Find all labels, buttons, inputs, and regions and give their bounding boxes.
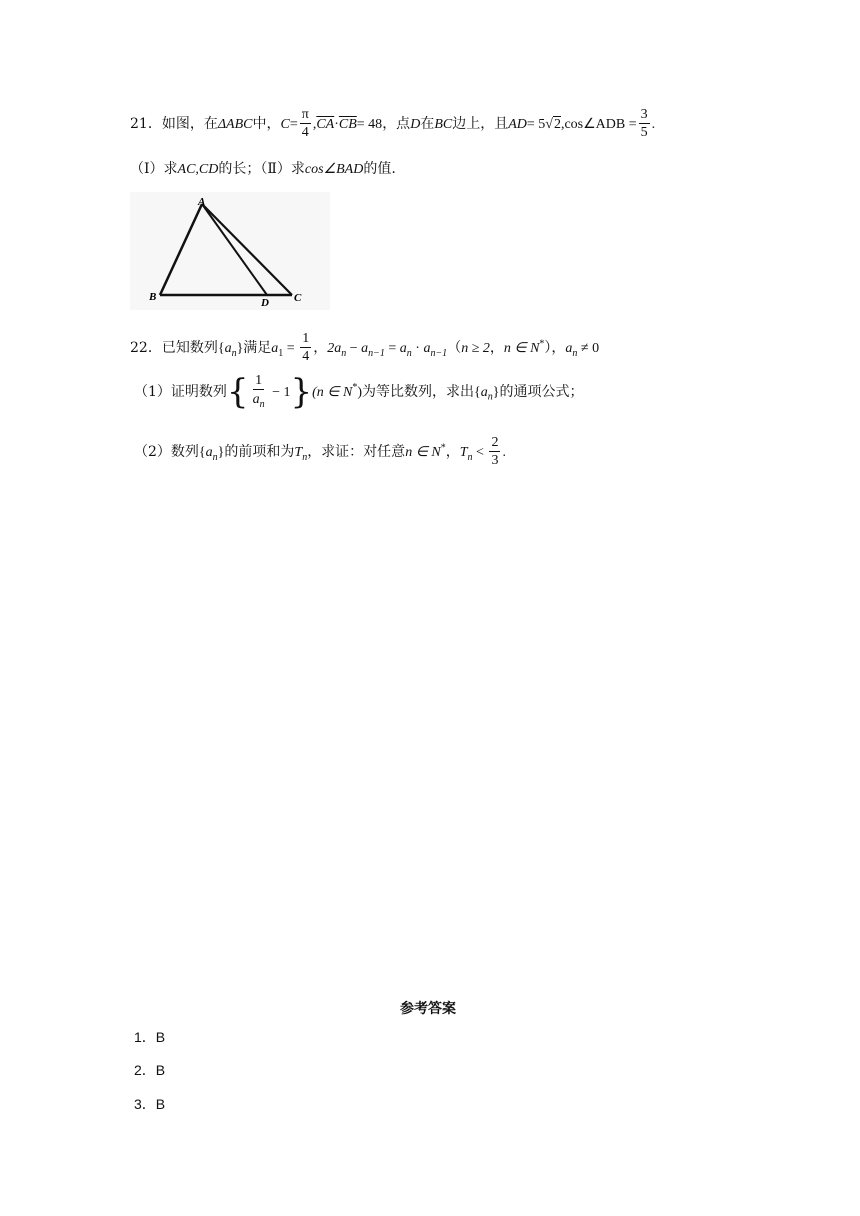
q22-sep: ， [313,340,328,356]
q21-part1b: 的长；（Ⅱ）求 [218,161,305,177]
q22-brace-close: } [236,341,244,356]
q21-period: . [651,117,656,132]
q21-in: 中， [252,116,281,132]
q21-triangle: ΔABC [217,117,253,132]
q22-p2-text2: ，求证：对任意 [307,444,406,460]
q22-p1-cond-end: ) [357,384,362,400]
q22-a1: a [271,341,279,356]
q21-sqrt-symbol: √ [545,117,553,132]
q22-intro: 已知数列 [161,340,218,356]
q22-p1-star: * [352,382,358,394]
q21-bc: BC [434,117,453,132]
q21-ad: AD [508,117,527,132]
q22-eq: = [283,341,299,356]
q22-p1-den-a: a [252,392,260,407]
q22-line1 [130,332,599,364]
q22-equals: = [384,341,400,356]
q21-text-2: 在 [420,116,435,132]
label-b: B [149,291,157,303]
q22-an: a [224,341,232,356]
answer-item-1: 1．B [134,1029,166,1045]
q22-n-in-n: n ∈ N [503,341,540,356]
q21-number: 21． [130,116,162,132]
q21-three: 3 [640,107,648,122]
q21-d: D [410,117,421,132]
triangle-figure [130,192,330,310]
q21-part2b: 的值. [363,161,396,177]
q21-intro: 如图，在 [161,116,218,132]
q22-an-ne: a [565,341,573,356]
q22-part1 [134,371,584,412]
q22-p2-three: 3 [491,453,499,468]
q22-p2-star: * [440,442,446,454]
q22-p2-tn2: T [459,445,468,460]
q22-an-b-sub: n [406,347,412,359]
q21-vector-ca: $\overline{CA}$ [316,117,335,132]
q21-c: C [280,117,290,132]
q21-four: 4 [301,125,309,140]
q22-cond-close: ）， [544,340,566,356]
q22-p2-brace-open: { [198,445,206,460]
q21-line2 [130,158,396,178]
q22-p2-an-sub: n [212,451,218,463]
q22-p2-lt: < [472,445,488,460]
q21-text-3: 边上，且 [452,116,509,132]
q22-p1-frac [251,374,267,410]
q22-p2-an: a [205,445,213,460]
q22-minus: − [346,341,362,356]
q22-an1-b: a [423,341,431,356]
q22-number: 22． [130,340,162,356]
q22-p1-num: 1 [255,373,263,388]
q21-part1: （Ⅰ）求 [130,161,178,177]
q22-an1: a [361,341,369,356]
q22-p1-an-sub: n [487,391,493,403]
label-c: C [294,292,302,304]
q21-vector-cb: $\overline{CB}$ [338,117,357,132]
q22-p1-brace2-open: { [473,384,481,400]
q22-p1-an: a [480,384,488,400]
q22-p2-two: 2 [491,435,499,450]
q22-p2-comma: ， [445,444,460,460]
q22-p2-text: 的前项和为 [224,444,295,460]
q22-star: * [539,338,545,350]
q22-one-quarter [300,332,311,364]
q21-text-1: ，点 [382,116,411,132]
q22-frac-den: 4 [302,349,310,364]
q22-p2-tn: T [294,445,303,460]
q21-dot: · [334,117,339,132]
answers-title: 参考答案 [400,1001,456,1017]
q22-an-b: a [399,341,407,356]
q22-comma: ， [489,340,504,356]
q22-p1-rest2: 的通项公式； [499,383,584,400]
q22-p1-rest: 为等比数列，求出 [361,383,474,400]
q22-part2 [134,436,506,468]
q22-p1-cond: (n ∈ N [312,384,353,400]
q22-2a-sub: n [341,347,347,359]
q22-p2-period: . [502,445,506,460]
q22-frac-num: 1 [302,331,310,346]
label-a: A [198,196,206,208]
q22-an1-b-sub: n−1 [430,347,448,359]
answer-item-2: 2．B [134,1062,166,1078]
q22-p2-tn-sub: n [302,451,308,463]
q21-eq48: = 48 [356,117,383,132]
q22-an1-sub: n−1 [368,347,385,359]
q21-five: 5 [640,125,648,140]
q22-p2-two-thirds [489,436,500,468]
q21-cos-bad: cos∠BAD [304,162,364,177]
q22-p2-brace-close: } [217,445,225,460]
q22-p1-den [251,390,267,410]
q22-p1-brace2-close: } [492,384,500,400]
q22-p2-n-in: n ∈ N [405,445,441,460]
q22-2a: 2a [327,341,342,356]
q21-comma: , [312,117,317,132]
q22-dot: · [411,341,424,356]
q22-cond-open: （ [447,340,462,356]
q22-p2-label: （2）数列 [134,444,199,460]
q21-sqrt2: 2 [553,117,561,132]
q21-ac-cd: AC,CD [177,162,219,177]
q21-pi: π [301,107,309,122]
q21-pi-over-4 [300,108,311,140]
q21-three-fifths [639,108,650,140]
q22-p1-brace-open: { [226,371,249,412]
q22-n-ge-2: n ≥ 2 [461,341,490,356]
q21-cos-adb: ,cos∠ADB = [560,117,637,132]
q22-p1-minus: − 1 [268,384,291,400]
answer-item-3: 3．B [134,1096,166,1112]
q21-line1 [130,108,655,140]
q21-eq5: = 5 [526,117,546,132]
q22-satisfy: 满足 [243,340,272,356]
q22-an-ne-sub: n [572,347,578,359]
label-d: D [261,297,269,309]
q22-brace-open: { [217,341,225,356]
q22-ne0: ≠ 0 [577,341,600,356]
q22-p1-label: （1）证明数列 [134,383,227,400]
q22-a1-sub: 1 [278,347,284,359]
q21-eq: = [289,117,298,132]
q22-p1-den-sub: n [259,398,265,410]
q22-p1-brace-close: } [290,371,313,412]
q22-p2-tn2-sub: n [467,451,473,463]
q22-n-sub: n [231,347,237,359]
